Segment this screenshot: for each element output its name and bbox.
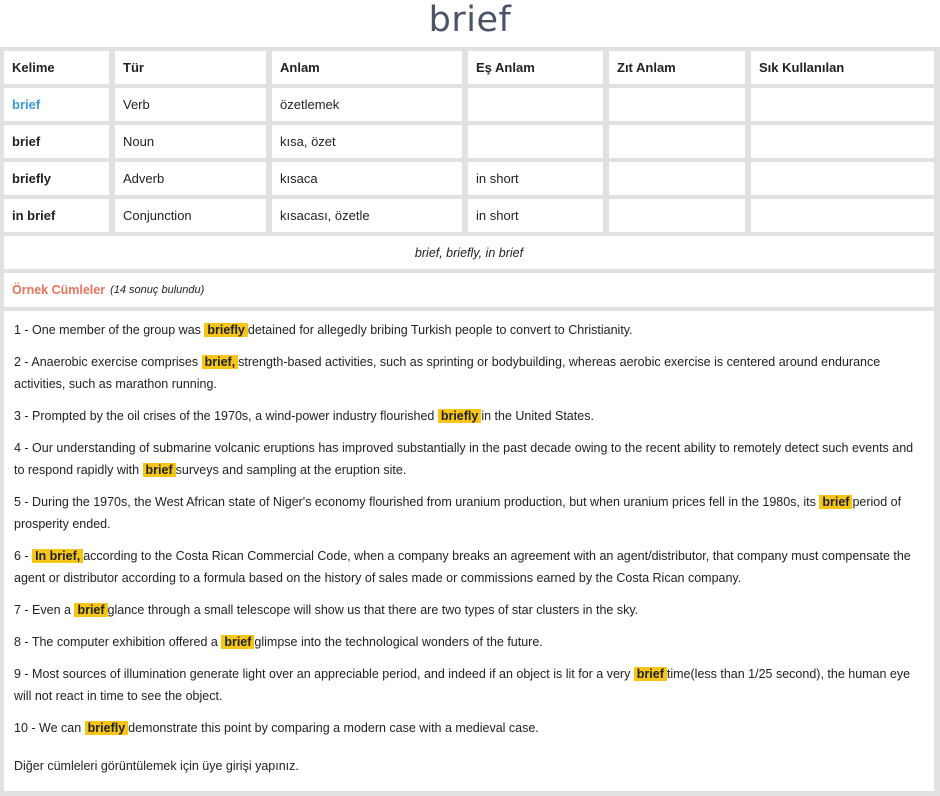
sentence-text: glimpse into the technological wonders of the future. [254, 635, 543, 649]
sentence-text: glance through a small telescope will show us that there are two types of star clusters in the sky. [107, 603, 639, 617]
table-row-common [751, 162, 934, 195]
list-item [14, 437, 924, 481]
highlighted-word: brief [74, 603, 107, 617]
list-item [14, 319, 924, 341]
table-row-antonym [609, 88, 745, 121]
table-row-antonym [609, 125, 745, 158]
header-kelime: Kelime [4, 51, 109, 84]
list-item [14, 631, 924, 653]
examples-count: (14 sonuç bulundu) [110, 284, 205, 296]
table-row-word: brief [4, 125, 109, 158]
table-row-common [751, 199, 934, 232]
examples-header [4, 273, 934, 307]
header-es-anlam: Eş Anlam [468, 51, 603, 84]
sentence-text: 3 - Prompted by the oil crises of the 1970s, a wind-power industry flourished [14, 409, 438, 423]
table-row-antonym [609, 162, 745, 195]
list-item [14, 491, 924, 535]
header-zit-anlam: Zıt Anlam [609, 51, 745, 84]
list-item [14, 545, 924, 589]
table-row-common [751, 125, 934, 158]
examples-title: Örnek Cümleler [12, 283, 106, 297]
table-row-meaning: kısaca [272, 162, 462, 195]
sentence-text: surveys and sampling at the eruption site. [175, 463, 407, 477]
list-item [14, 405, 924, 427]
table-row-meaning: kısacası, özetle [272, 199, 462, 232]
table-row-antonym [609, 199, 745, 232]
sentence-text: 5 - During the 1970s, the West African state of Niger's economy flourished from uranium production, but when uranium prices fell in the 1980s, its [14, 495, 820, 509]
table-row-synonym [468, 88, 603, 121]
highlighted-word: In brief, [32, 549, 83, 563]
sentence-text: 10 - We can [14, 721, 85, 735]
table-row-word[interactable]: brief [4, 88, 109, 121]
dictionary-panel [0, 47, 940, 796]
sentence-text: 7 - Even a [14, 603, 75, 617]
highlighted-word: briefly [204, 323, 248, 337]
sentence-text: in the United States. [481, 409, 594, 423]
highlighted-word: brief [221, 635, 254, 649]
table-row-type: Noun [115, 125, 266, 158]
sentence-text: 1 - One member of the group was [14, 323, 205, 337]
sentence-text: 9 - Most sources of illumination generate light over an appreciable period, and indeed if an object is lit for a very [14, 667, 634, 681]
highlighted-word: briefly [85, 721, 129, 735]
table-row-type: Verb [115, 88, 266, 121]
sentence-text: time(less than 1/25 second), the human eye will not react in time to see the object. [14, 667, 911, 703]
page-title: brief [428, 0, 512, 40]
list-item [14, 351, 924, 395]
list-item [14, 717, 924, 739]
sentence-text: according to the Costa Rican Commercial Code, when a company breaks an agreement with an agent/distributor, that company must compensate the agent or distributor according to a formula based on the history of sales made or commissions earned by the Costa Rican company. [14, 549, 911, 585]
header-sik-kullanilan: Sık Kullanılan [751, 51, 934, 84]
table-row-word: briefly [4, 162, 109, 195]
sentence-text: 4 - Our understanding of submarine volcanic eruptions has improved substantially in the past decade owing to the recent ability to remotely detect such events and to respond rapidly with [14, 441, 914, 477]
sentence-text: demonstrate this point by comparing a modern case with a medieval case. [128, 721, 539, 735]
sentence-text: strength-based activities, such as sprinting or bodybuilding, whereas aerobic exercise is centered around endurance activities, such as marathon running. [14, 355, 881, 391]
sentence-text: 8 - The computer exhibition offered a [14, 635, 222, 649]
highlighted-word: brief [143, 463, 176, 477]
sentence-text: period of prosperity ended. [14, 495, 902, 531]
table-row-meaning: kısa, özet [272, 125, 462, 158]
table-row-type: Adverb [115, 162, 266, 195]
header-tur: Tür [115, 51, 266, 84]
sentence-text: detained for allegedly bribing Turkish people to convert to Christianity. [247, 323, 633, 337]
table-row-type: Conjunction [115, 199, 266, 232]
table-row-meaning: özetlemek [272, 88, 462, 121]
highlighted-word: brief, [202, 355, 239, 369]
highlighted-word: brief [819, 495, 852, 509]
table-row-common [751, 88, 934, 121]
login-prompt: Diğer cümleleri görüntülemek için üye girişi yapınız. [14, 759, 299, 773]
highlighted-word: briefly [438, 409, 482, 423]
sentence-text: 6 - [14, 549, 33, 563]
table-row-synonym [468, 125, 603, 158]
list-item [14, 599, 924, 621]
table-row-synonym: in short [468, 162, 603, 195]
word-forms: brief, briefly, in brief [4, 236, 934, 269]
table-row-word: in brief [4, 199, 109, 232]
table-row-synonym: in short [468, 199, 603, 232]
highlighted-word: brief [634, 667, 667, 681]
list-item [14, 663, 924, 707]
sentence-text: 2 - Anaerobic exercise comprises [14, 355, 202, 369]
example-sentences [4, 311, 934, 791]
header-anlam: Anlam [272, 51, 462, 84]
